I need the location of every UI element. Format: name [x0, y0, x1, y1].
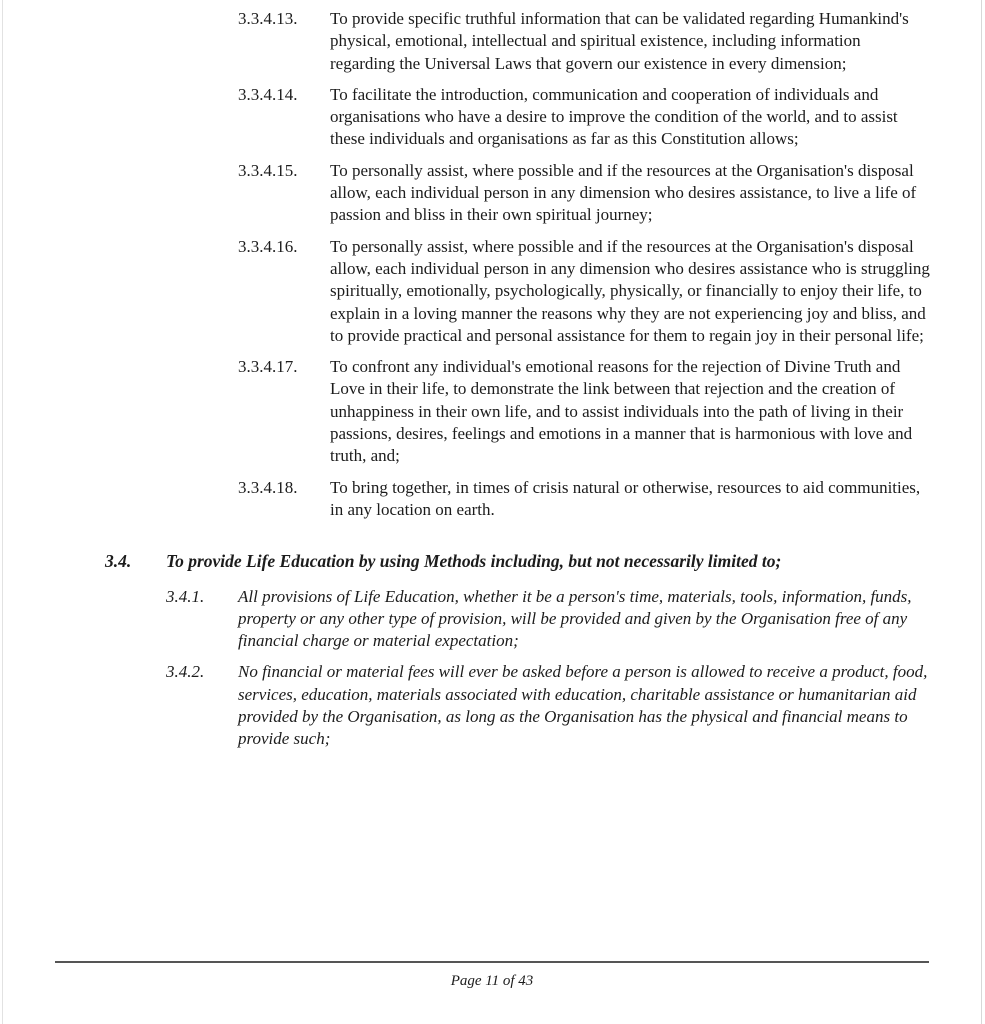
clause-3-3-4-14: [0, 84, 985, 151]
page-right-edge: [981, 0, 982, 1024]
clause-3-3-4-16: [0, 236, 985, 347]
section-heading-3-4: [0, 550, 985, 572]
clause-3-4-1: [0, 586, 985, 653]
clause-3-3-4-17: [0, 356, 985, 467]
clause-3-3-4-13: [0, 8, 985, 75]
clause-number: 3.3.4.14.: [238, 84, 298, 104]
clause-3-3-4-15: [0, 160, 985, 227]
clause-number: 3.4.1.: [166, 586, 205, 606]
clause-number: 3.3.4.13.: [238, 9, 298, 28]
clause-text: To bring together, in times of crisis natural or otherwise, resources to aid communities, in any location on earth.: [330, 477, 921, 519]
clause-number: 3.4.2.: [166, 662, 205, 682]
clause-number: 3.3.4.18.: [238, 477, 298, 497]
clause-text: To facilitate the introduction, communication and cooperation of individuals and organisations who have a desire to improve the condition of the world, and to assist these individuals and organisations as far as this Constitution allows;: [330, 84, 898, 149]
clause-number: 3.3.4.15.: [238, 160, 298, 180]
page-number-label: Page 11 of 43: [450, 973, 534, 989]
clause-text: To confront any individual's emotional reasons for the rejection of Divine Truth and Love in their life, to demonstrate the link between that rejection and the creation of unhappiness in their own life, and to assist individuals into the path of living in their passions, desires, feelings and emotions in a manner that is harmonious with love and truth, and;: [330, 357, 913, 466]
clause-3-4-2: [0, 661, 985, 750]
clause-text: To provide specific truthful information that can be validated regarding Humankind's physical, emotional, intellectual and spiritual existence, including information regarding the Universal Laws that govern our existence in every dimension;: [330, 9, 909, 73]
clause-number: 3.3.4.16.: [238, 236, 298, 256]
clause-3-3-4-18: [0, 477, 985, 522]
page-left-edge: [2, 0, 3, 1024]
section-number: 3.4.: [105, 551, 132, 572]
clause-text: No financial or material fees will ever be asked before a person is allowed to receive a product, food, services, education, materials associated with education, charitable assistance or humanitarian aid provided by the Organisation, as long as the Organisation has the physical and financial means to provide such;: [238, 662, 928, 749]
clause-text: All provisions of Life Education, whether it be a person's time, materials, tools, information, funds, property or any other type of provision, will be provided and given by the Organisation free of any financial charge or material expectation;: [238, 586, 912, 651]
footer-divider: [55, 961, 929, 963]
clause-text: To personally assist, where possible and if the resources at the Organisation's disposal allow, each individual person in any dimension who desires assistance, to live a life of passion and bliss in their own spiritual journey;: [330, 160, 917, 225]
clause-number: 3.3.4.17.: [238, 357, 298, 377]
clause-text: To personally assist, where possible and if the resources at the Organisation's disposal allow, each individual person in any dimension who desires assistance who is struggling spiritually, emotionally, psychologically, physically, or financially to enjoy their life, to explain in a loving manner the reasons why they are not experiencing joy and bliss, and to provide practical and personal assistance for them to regain joy in their personal life;: [330, 236, 930, 345]
section-title: To provide Life Education by using Methods including, but not necessarily limited to;: [166, 551, 782, 572]
